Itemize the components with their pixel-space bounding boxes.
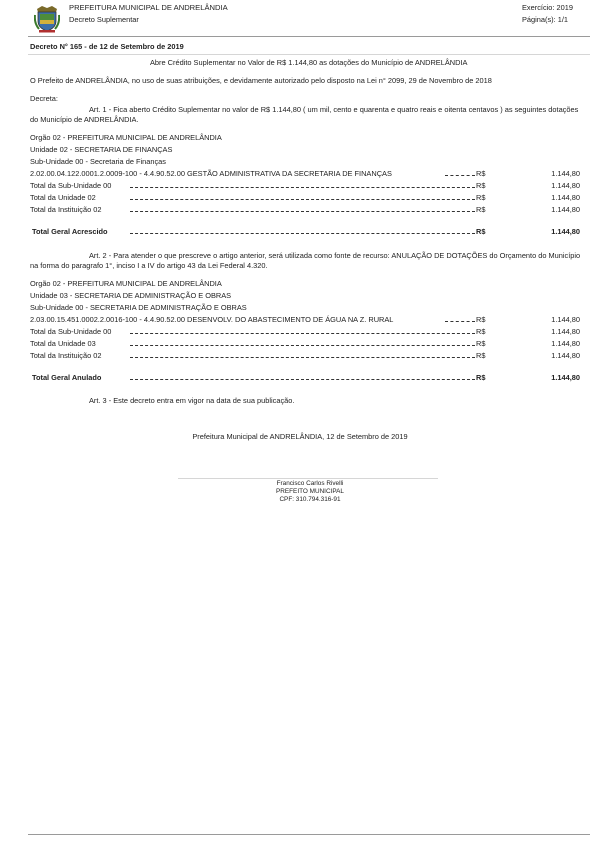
section2-orgao: Orgão 02 - PREFEITURA MUNICIPAL DE ANDRELÂNDIA bbox=[30, 279, 222, 288]
currency-symbol: R$ bbox=[476, 205, 486, 214]
section2-dotacao-value: 1.144,80 bbox=[551, 315, 580, 324]
section1-total-value: 1.144,80 bbox=[551, 205, 580, 214]
currency-symbol: R$ bbox=[476, 351, 486, 360]
leader-dots bbox=[445, 175, 475, 176]
section1-dotacao: 2.02.00.04.122.0001.2.0009-100 - 4.4.90.52.00 GESTÃO ADMINISTRATIVA DA SECRETARIA DE FINANÇAS bbox=[30, 169, 392, 178]
section1-subunidade: Sub-Unidade 00 - Secretaria de Finanças bbox=[30, 157, 166, 166]
article-1: Art. 1 - Fica aberto Crédito Suplementar no valor de R$ 1.144,80 ( um mil, cento e quarenta e quatro reais e oitenta centavos ) as seguintes dotações do Município de ANDRELÂNDIA. bbox=[30, 105, 579, 124]
header-pages: Página(s): 1/1 bbox=[522, 15, 569, 24]
header-exercise: Exercício: 2019 bbox=[522, 3, 573, 12]
currency-symbol: R$ bbox=[476, 373, 486, 382]
section1-total-label: Total da Sub-Unidade 00 bbox=[30, 181, 112, 190]
currency-symbol: R$ bbox=[476, 327, 486, 336]
section2-total-value: 1.144,80 bbox=[551, 327, 580, 336]
leader-dots bbox=[130, 345, 475, 346]
section1-grand-total-label: Total Geral Acrescido bbox=[32, 227, 108, 236]
section2-grand-total-label: Total Geral Anulado bbox=[32, 373, 102, 382]
leader-dots bbox=[130, 211, 475, 212]
place-and-date: Prefeitura Municipal de ANDRELÂNDIA, 12 de Setembro de 2019 bbox=[192, 432, 408, 441]
signer-role: PREFEITO MUNICIPAL bbox=[276, 488, 344, 495]
leader-dots bbox=[445, 321, 475, 322]
leader-dots bbox=[130, 357, 475, 358]
currency-symbol: R$ bbox=[476, 181, 486, 190]
section1-total-label: Total da Unidade 02 bbox=[30, 193, 96, 202]
section2-subunidade: Sub-Unidade 00 - SECRETARIA DE ADMINISTRAÇÃO E OBRAS bbox=[30, 303, 247, 312]
section2-grand-total-value: 1.144,80 bbox=[551, 373, 580, 382]
decree-preamble: O Prefeito de ANDRELÂNDIA, no uso de suas atribuições, e devidamente autorizado pelo disposto na Lei n° 2099, 29 de Novembro de 2018 bbox=[30, 76, 492, 85]
article-3: Art. 3 - Este decreto entra em vigor na data de sua publicação. bbox=[89, 396, 295, 405]
decree-title: Decreto N° 165 - de 12 de Setembro de 2019 bbox=[30, 42, 184, 51]
currency-symbol: R$ bbox=[476, 169, 486, 178]
section2-total-label: Total da Unidade 03 bbox=[30, 339, 96, 348]
section1-unidade: Unidade 02 - SECRETARIA DE FINANÇAS bbox=[30, 145, 173, 154]
section2-total-label: Total da Sub-Unidade 00 bbox=[30, 327, 112, 336]
signature-line bbox=[178, 478, 438, 479]
section1-total-label: Total da Instituição 02 bbox=[30, 205, 102, 214]
coat-of-arms-logo bbox=[34, 3, 60, 33]
section2-total-value: 1.144,80 bbox=[551, 351, 580, 360]
leader-dots bbox=[130, 187, 475, 188]
decree-summary: Abre Crédito Suplementar no Valor de R$ 1.144,80 as dotações do Município de ANDRELÂNDIA bbox=[150, 58, 468, 67]
article-2: Art. 2 - Para atender o que prescreve o artigo anterior, será utilizada como fonte de recurso: ANULAÇÃO DE DOTAÇÕES do Orçamento do Município na forma do paragrafo 1°, inciso I a IV do artigo 43 da Lei Federal 4.320. bbox=[30, 251, 581, 270]
section1-grand-total-value: 1.144,80 bbox=[551, 227, 580, 236]
section1-orgao: Orgão 02 - PREFEITURA MUNICIPAL DE ANDRELÂNDIA bbox=[30, 133, 222, 142]
signer-cpf: CPF: 310.794.316-91 bbox=[279, 496, 341, 503]
section1-total-value: 1.144,80 bbox=[551, 193, 580, 202]
section2-dotacao: 2.03.00.15.451.0002.2.0016-100 - 4.4.90.52.00 DESENVOLV. DO ABASTECIMENTO DE ÁGUA NA Z. RURAL bbox=[30, 315, 394, 324]
header-divider bbox=[28, 36, 590, 37]
title-divider bbox=[28, 54, 590, 55]
signer-name: Francisco Carlos Rivelli bbox=[276, 480, 344, 487]
currency-symbol: R$ bbox=[476, 339, 486, 348]
section2-total-label: Total da Instituição 02 bbox=[30, 351, 102, 360]
leader-dots bbox=[130, 379, 475, 380]
section1-total-value: 1.144,80 bbox=[551, 181, 580, 190]
leader-dots bbox=[130, 233, 475, 234]
leader-dots bbox=[130, 333, 475, 334]
section1-dotacao-value: 1.144,80 bbox=[551, 169, 580, 178]
header-org-name: PREFEITURA MUNICIPAL DE ANDRELÂNDIA bbox=[69, 3, 228, 12]
footer-divider bbox=[28, 834, 590, 835]
leader-dots bbox=[130, 199, 475, 200]
currency-symbol: R$ bbox=[476, 227, 486, 236]
decree-decreta: Decreta: bbox=[30, 94, 58, 103]
currency-symbol: R$ bbox=[476, 193, 486, 202]
section2-unidade: Unidade 03 - SECRETARIA DE ADMINISTRAÇÃO E OBRAS bbox=[30, 291, 232, 300]
section2-total-value: 1.144,80 bbox=[551, 339, 580, 348]
header-doc-type: Decreto Suplementar bbox=[69, 15, 139, 24]
currency-symbol: R$ bbox=[476, 315, 486, 324]
